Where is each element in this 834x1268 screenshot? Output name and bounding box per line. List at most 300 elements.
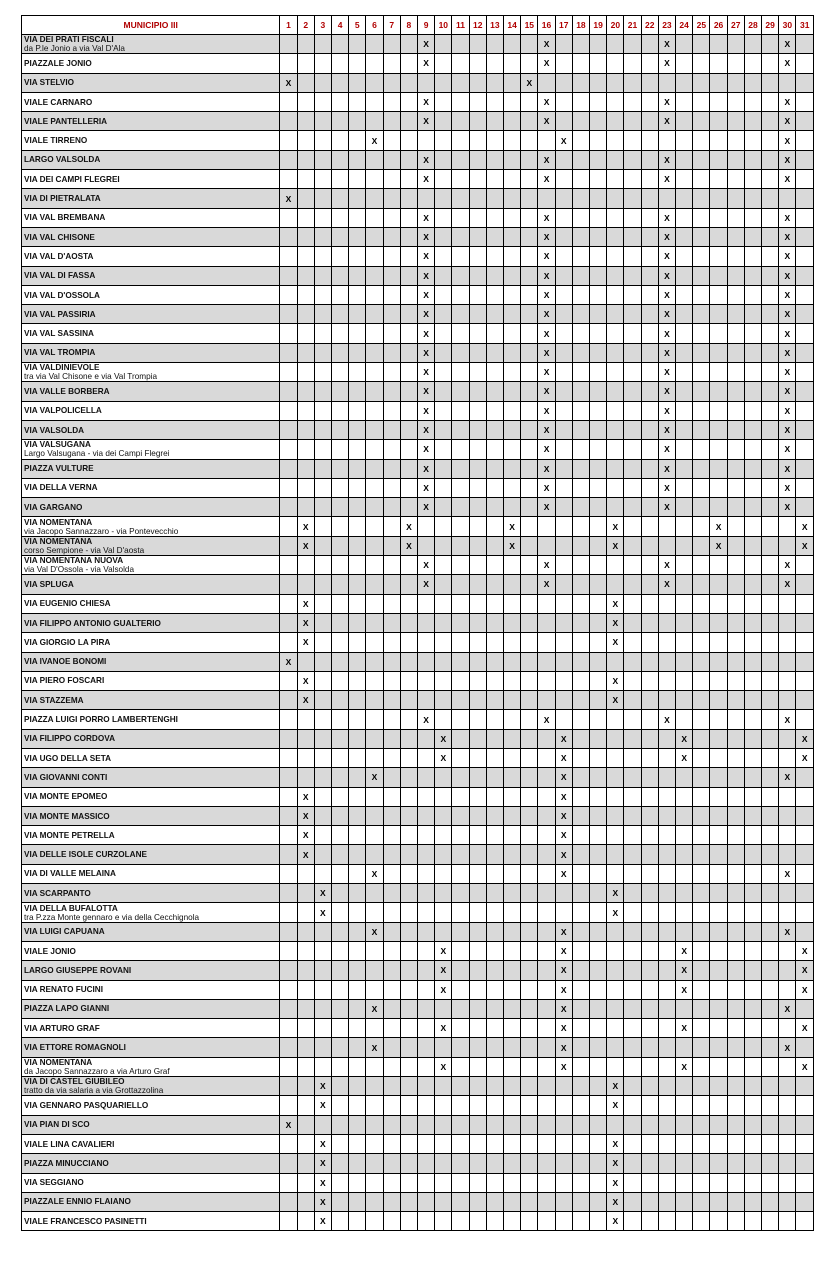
empty-day-cell xyxy=(486,227,503,246)
empty-day-cell xyxy=(572,671,589,690)
street-name: VIALE CARNARO xyxy=(24,97,93,107)
empty-day-cell xyxy=(693,633,710,652)
street-name: VIA VALPOLICELLA xyxy=(24,406,102,416)
empty-day-cell xyxy=(796,1134,814,1153)
empty-day-cell xyxy=(762,1173,779,1192)
cleaning-day-mark: X xyxy=(779,324,796,343)
empty-day-cell xyxy=(297,903,314,922)
empty-day-cell xyxy=(590,845,607,864)
empty-day-cell xyxy=(504,941,521,960)
empty-day-cell xyxy=(400,787,417,806)
empty-day-cell xyxy=(572,768,589,787)
empty-day-cell xyxy=(469,652,486,671)
empty-day-cell xyxy=(555,1154,572,1173)
street-name-cell xyxy=(22,150,280,169)
street-name-cell xyxy=(22,671,280,690)
empty-day-cell xyxy=(521,227,538,246)
empty-day-cell xyxy=(521,633,538,652)
cleaning-day-mark: X xyxy=(796,980,814,999)
cleaning-day-mark: X xyxy=(366,1038,383,1057)
day-header: 25 xyxy=(693,16,710,35)
empty-day-cell xyxy=(676,768,693,787)
empty-day-cell xyxy=(727,575,744,594)
empty-day-cell xyxy=(796,1192,814,1211)
empty-day-cell xyxy=(331,420,348,439)
empty-day-cell xyxy=(572,884,589,903)
empty-day-cell xyxy=(676,826,693,845)
cleaning-day-mark: X xyxy=(779,92,796,111)
empty-day-cell xyxy=(418,845,435,864)
empty-day-cell xyxy=(624,285,641,304)
empty-day-cell xyxy=(796,1154,814,1173)
cleaning-day-mark: X xyxy=(676,1057,693,1076)
empty-day-cell xyxy=(538,826,555,845)
empty-day-cell xyxy=(366,941,383,960)
empty-day-cell xyxy=(435,845,452,864)
day-header: 15 xyxy=(521,16,538,35)
empty-day-cell xyxy=(624,922,641,941)
empty-day-cell xyxy=(349,768,366,787)
empty-day-cell xyxy=(796,575,814,594)
empty-day-cell xyxy=(349,208,366,227)
empty-day-cell xyxy=(504,170,521,189)
empty-day-cell xyxy=(297,131,314,150)
empty-day-cell xyxy=(486,806,503,825)
empty-day-cell xyxy=(400,170,417,189)
empty-day-cell xyxy=(297,1134,314,1153)
empty-day-cell xyxy=(383,459,400,478)
empty-day-cell xyxy=(744,729,761,748)
empty-day-cell xyxy=(693,208,710,227)
empty-day-cell xyxy=(504,440,521,459)
empty-day-cell xyxy=(314,980,331,999)
empty-day-cell xyxy=(418,517,435,536)
empty-day-cell xyxy=(418,1115,435,1134)
cleaning-day-mark: X xyxy=(555,864,572,883)
empty-day-cell xyxy=(383,575,400,594)
empty-day-cell xyxy=(383,189,400,208)
empty-day-cell xyxy=(418,633,435,652)
cleaning-day-mark: X xyxy=(658,266,675,285)
empty-day-cell xyxy=(383,1192,400,1211)
empty-day-cell xyxy=(366,440,383,459)
empty-day-cell xyxy=(469,922,486,941)
empty-day-cell xyxy=(280,131,297,150)
empty-day-cell xyxy=(418,884,435,903)
day-header: 6 xyxy=(366,16,383,35)
empty-day-cell xyxy=(349,536,366,555)
empty-day-cell xyxy=(521,961,538,980)
empty-day-cell xyxy=(762,459,779,478)
empty-day-cell xyxy=(744,633,761,652)
empty-day-cell xyxy=(452,652,469,671)
empty-day-cell xyxy=(331,517,348,536)
cleaning-day-mark: X xyxy=(779,170,796,189)
empty-day-cell xyxy=(486,1154,503,1173)
empty-day-cell xyxy=(727,305,744,324)
empty-day-cell xyxy=(383,1134,400,1153)
street-name: VIA SPLUGA xyxy=(24,579,74,589)
empty-day-cell xyxy=(452,401,469,420)
cleaning-day-mark: X xyxy=(607,536,624,555)
empty-day-cell xyxy=(676,1134,693,1153)
empty-day-cell xyxy=(796,131,814,150)
empty-day-cell xyxy=(521,594,538,613)
street-name-cell xyxy=(22,1019,280,1038)
empty-day-cell xyxy=(504,285,521,304)
empty-day-cell xyxy=(521,401,538,420)
empty-day-cell xyxy=(693,922,710,941)
empty-day-cell xyxy=(624,613,641,632)
empty-day-cell xyxy=(538,1096,555,1115)
empty-day-cell xyxy=(641,150,658,169)
empty-day-cell xyxy=(710,498,727,517)
empty-day-cell xyxy=(521,671,538,690)
empty-day-cell xyxy=(658,999,675,1018)
empty-day-cell xyxy=(383,343,400,362)
empty-day-cell xyxy=(555,35,572,54)
empty-day-cell xyxy=(383,420,400,439)
empty-day-cell xyxy=(572,748,589,767)
empty-day-cell xyxy=(676,1192,693,1211)
cleaning-day-mark: X xyxy=(779,575,796,594)
day-header: 16 xyxy=(538,16,555,35)
empty-day-cell xyxy=(590,131,607,150)
empty-day-cell xyxy=(383,1096,400,1115)
empty-day-cell xyxy=(452,1038,469,1057)
empty-day-cell xyxy=(486,594,503,613)
empty-day-cell xyxy=(383,170,400,189)
table-row xyxy=(22,671,814,690)
empty-day-cell xyxy=(641,768,658,787)
empty-day-cell xyxy=(469,806,486,825)
empty-day-cell xyxy=(693,112,710,131)
empty-day-cell xyxy=(418,806,435,825)
empty-day-cell xyxy=(641,633,658,652)
empty-day-cell xyxy=(280,517,297,536)
empty-day-cell xyxy=(314,999,331,1018)
empty-day-cell xyxy=(779,748,796,767)
street-name: VIA DI CASTEL GIUBILEO xyxy=(24,1077,125,1087)
cleaning-day-mark: X xyxy=(607,1212,624,1231)
cleaning-day-mark: X xyxy=(658,420,675,439)
empty-day-cell xyxy=(572,401,589,420)
empty-day-cell xyxy=(796,247,814,266)
empty-day-cell xyxy=(452,941,469,960)
empty-day-cell xyxy=(572,324,589,343)
empty-day-cell xyxy=(693,1212,710,1231)
empty-day-cell xyxy=(418,691,435,710)
cleaning-day-mark: X xyxy=(779,35,796,54)
empty-day-cell xyxy=(314,305,331,324)
empty-day-cell xyxy=(658,1019,675,1038)
empty-day-cell xyxy=(538,1115,555,1134)
empty-day-cell xyxy=(572,305,589,324)
day-header: 2 xyxy=(297,16,314,35)
empty-day-cell xyxy=(314,1038,331,1057)
empty-day-cell xyxy=(590,1134,607,1153)
empty-day-cell xyxy=(641,806,658,825)
empty-day-cell xyxy=(418,536,435,555)
empty-day-cell xyxy=(349,73,366,92)
empty-day-cell xyxy=(349,1212,366,1231)
empty-day-cell xyxy=(538,131,555,150)
empty-day-cell xyxy=(383,382,400,401)
empty-day-cell xyxy=(366,517,383,536)
empty-day-cell xyxy=(314,363,331,382)
empty-day-cell xyxy=(590,343,607,362)
empty-day-cell xyxy=(486,980,503,999)
street-name-cell xyxy=(22,903,280,922)
empty-day-cell xyxy=(452,768,469,787)
cleaning-day-mark: X xyxy=(658,324,675,343)
empty-day-cell xyxy=(331,613,348,632)
empty-day-cell xyxy=(779,845,796,864)
empty-day-cell xyxy=(762,691,779,710)
empty-day-cell xyxy=(504,961,521,980)
empty-day-cell xyxy=(744,131,761,150)
empty-day-cell xyxy=(590,1077,607,1096)
empty-day-cell xyxy=(280,343,297,362)
empty-day-cell xyxy=(762,131,779,150)
street-name-cell xyxy=(22,864,280,883)
empty-day-cell xyxy=(314,35,331,54)
empty-day-cell xyxy=(762,1134,779,1153)
empty-day-cell xyxy=(641,478,658,497)
empty-day-cell xyxy=(504,1212,521,1231)
empty-day-cell xyxy=(624,729,641,748)
empty-day-cell xyxy=(555,1134,572,1153)
empty-day-cell xyxy=(366,478,383,497)
empty-day-cell xyxy=(710,170,727,189)
empty-day-cell xyxy=(280,440,297,459)
empty-day-cell xyxy=(297,729,314,748)
cleaning-day-mark: X xyxy=(538,227,555,246)
empty-day-cell xyxy=(504,787,521,806)
cleaning-day-mark: X xyxy=(297,691,314,710)
empty-day-cell xyxy=(383,903,400,922)
empty-day-cell xyxy=(349,478,366,497)
street-name-cell xyxy=(22,112,280,131)
empty-day-cell xyxy=(727,633,744,652)
empty-day-cell xyxy=(349,787,366,806)
empty-day-cell xyxy=(693,1019,710,1038)
empty-day-cell xyxy=(658,787,675,806)
empty-day-cell xyxy=(418,941,435,960)
empty-day-cell xyxy=(383,613,400,632)
table-row xyxy=(22,92,814,111)
empty-day-cell xyxy=(555,227,572,246)
empty-day-cell xyxy=(693,54,710,73)
empty-day-cell xyxy=(538,999,555,1018)
empty-day-cell xyxy=(366,170,383,189)
empty-day-cell xyxy=(624,961,641,980)
empty-day-cell xyxy=(624,884,641,903)
empty-day-cell xyxy=(676,903,693,922)
empty-day-cell xyxy=(383,999,400,1018)
empty-day-cell xyxy=(469,1077,486,1096)
empty-day-cell xyxy=(641,748,658,767)
empty-day-cell xyxy=(590,1173,607,1192)
day-header: 12 xyxy=(469,16,486,35)
cleaning-day-mark: X xyxy=(607,903,624,922)
empty-day-cell xyxy=(452,112,469,131)
cleaning-day-mark: X xyxy=(796,748,814,767)
empty-day-cell xyxy=(658,1038,675,1057)
empty-day-cell xyxy=(452,556,469,575)
empty-day-cell xyxy=(331,1115,348,1134)
empty-day-cell xyxy=(400,980,417,999)
empty-day-cell xyxy=(676,806,693,825)
empty-day-cell xyxy=(349,1096,366,1115)
empty-day-cell xyxy=(469,227,486,246)
empty-day-cell xyxy=(521,1057,538,1076)
cleaning-day-mark: X xyxy=(314,1154,331,1173)
empty-day-cell xyxy=(400,845,417,864)
empty-day-cell xyxy=(486,1134,503,1153)
empty-day-cell xyxy=(435,285,452,304)
street-name: VIA VAL TROMPIA xyxy=(24,348,96,358)
empty-day-cell xyxy=(331,671,348,690)
empty-day-cell xyxy=(486,941,503,960)
cleaning-day-mark: X xyxy=(538,266,555,285)
empty-day-cell xyxy=(572,189,589,208)
empty-day-cell xyxy=(314,92,331,111)
empty-day-cell xyxy=(641,980,658,999)
empty-day-cell xyxy=(693,864,710,883)
empty-day-cell xyxy=(624,1077,641,1096)
empty-day-cell xyxy=(624,498,641,517)
cleaning-day-mark: X xyxy=(658,575,675,594)
empty-day-cell xyxy=(796,845,814,864)
empty-day-cell xyxy=(452,903,469,922)
empty-day-cell xyxy=(796,1038,814,1057)
cleaning-day-mark: X xyxy=(538,382,555,401)
empty-day-cell xyxy=(710,92,727,111)
cleaning-day-mark: X xyxy=(418,35,435,54)
cleaning-day-mark: X xyxy=(607,594,624,613)
empty-day-cell xyxy=(435,864,452,883)
street-name: VIA VAL SASSINA xyxy=(24,329,94,339)
empty-day-cell xyxy=(469,54,486,73)
empty-day-cell xyxy=(297,1019,314,1038)
empty-day-cell xyxy=(504,131,521,150)
cleaning-day-mark: X xyxy=(555,826,572,845)
empty-day-cell xyxy=(693,1038,710,1057)
empty-day-cell xyxy=(710,941,727,960)
empty-day-cell xyxy=(727,459,744,478)
empty-day-cell xyxy=(383,363,400,382)
empty-day-cell xyxy=(383,806,400,825)
empty-day-cell xyxy=(762,556,779,575)
empty-day-cell xyxy=(590,999,607,1018)
empty-day-cell xyxy=(280,227,297,246)
street-name: VIA IVANOE BONOMI xyxy=(24,657,107,667)
empty-day-cell xyxy=(400,556,417,575)
empty-day-cell xyxy=(331,459,348,478)
empty-day-cell xyxy=(366,1173,383,1192)
empty-day-cell xyxy=(314,710,331,729)
empty-day-cell xyxy=(710,1134,727,1153)
empty-day-cell xyxy=(504,556,521,575)
empty-day-cell xyxy=(314,575,331,594)
empty-day-cell xyxy=(744,999,761,1018)
empty-day-cell xyxy=(504,1134,521,1153)
empty-day-cell xyxy=(297,189,314,208)
empty-day-cell xyxy=(710,1192,727,1211)
empty-day-cell xyxy=(727,227,744,246)
empty-day-cell xyxy=(383,92,400,111)
cleaning-day-mark: X xyxy=(538,54,555,73)
empty-day-cell xyxy=(452,884,469,903)
table-row xyxy=(22,189,814,208)
empty-day-cell xyxy=(297,382,314,401)
empty-day-cell xyxy=(297,112,314,131)
empty-day-cell xyxy=(400,208,417,227)
empty-day-cell xyxy=(710,903,727,922)
cleaning-day-mark: X xyxy=(779,440,796,459)
empty-day-cell xyxy=(280,1173,297,1192)
empty-day-cell xyxy=(676,227,693,246)
empty-day-cell xyxy=(314,420,331,439)
empty-day-cell xyxy=(572,594,589,613)
empty-day-cell xyxy=(331,826,348,845)
empty-day-cell xyxy=(572,729,589,748)
empty-day-cell xyxy=(796,613,814,632)
empty-day-cell xyxy=(796,594,814,613)
table-row xyxy=(22,150,814,169)
empty-day-cell xyxy=(590,575,607,594)
empty-day-cell xyxy=(727,1115,744,1134)
empty-day-cell xyxy=(572,150,589,169)
cleaning-day-mark: X xyxy=(314,1173,331,1192)
table-row xyxy=(22,884,814,903)
empty-day-cell xyxy=(727,941,744,960)
empty-day-cell xyxy=(400,652,417,671)
empty-day-cell xyxy=(504,1154,521,1173)
empty-day-cell xyxy=(366,1096,383,1115)
empty-day-cell xyxy=(641,459,658,478)
empty-day-cell xyxy=(744,1077,761,1096)
street-name: VIA STELVIO xyxy=(24,78,75,88)
empty-day-cell xyxy=(676,536,693,555)
empty-day-cell xyxy=(590,92,607,111)
cleaning-day-mark: X xyxy=(538,556,555,575)
empty-day-cell xyxy=(521,35,538,54)
empty-day-cell xyxy=(641,285,658,304)
cleaning-day-mark: X xyxy=(418,54,435,73)
empty-day-cell xyxy=(452,999,469,1018)
empty-day-cell xyxy=(366,845,383,864)
empty-day-cell xyxy=(280,208,297,227)
empty-day-cell xyxy=(555,556,572,575)
empty-day-cell xyxy=(762,247,779,266)
empty-day-cell xyxy=(418,748,435,767)
table-row xyxy=(22,980,814,999)
empty-day-cell xyxy=(572,498,589,517)
empty-day-cell xyxy=(383,1057,400,1076)
empty-day-cell xyxy=(572,1154,589,1173)
empty-day-cell xyxy=(280,999,297,1018)
empty-day-cell xyxy=(796,363,814,382)
empty-day-cell xyxy=(762,633,779,652)
empty-day-cell xyxy=(727,845,744,864)
street-name: LARGO VALSOLDA xyxy=(24,155,101,165)
empty-day-cell xyxy=(744,517,761,536)
empty-day-cell xyxy=(693,1057,710,1076)
table-row xyxy=(22,613,814,632)
empty-day-cell xyxy=(641,1096,658,1115)
